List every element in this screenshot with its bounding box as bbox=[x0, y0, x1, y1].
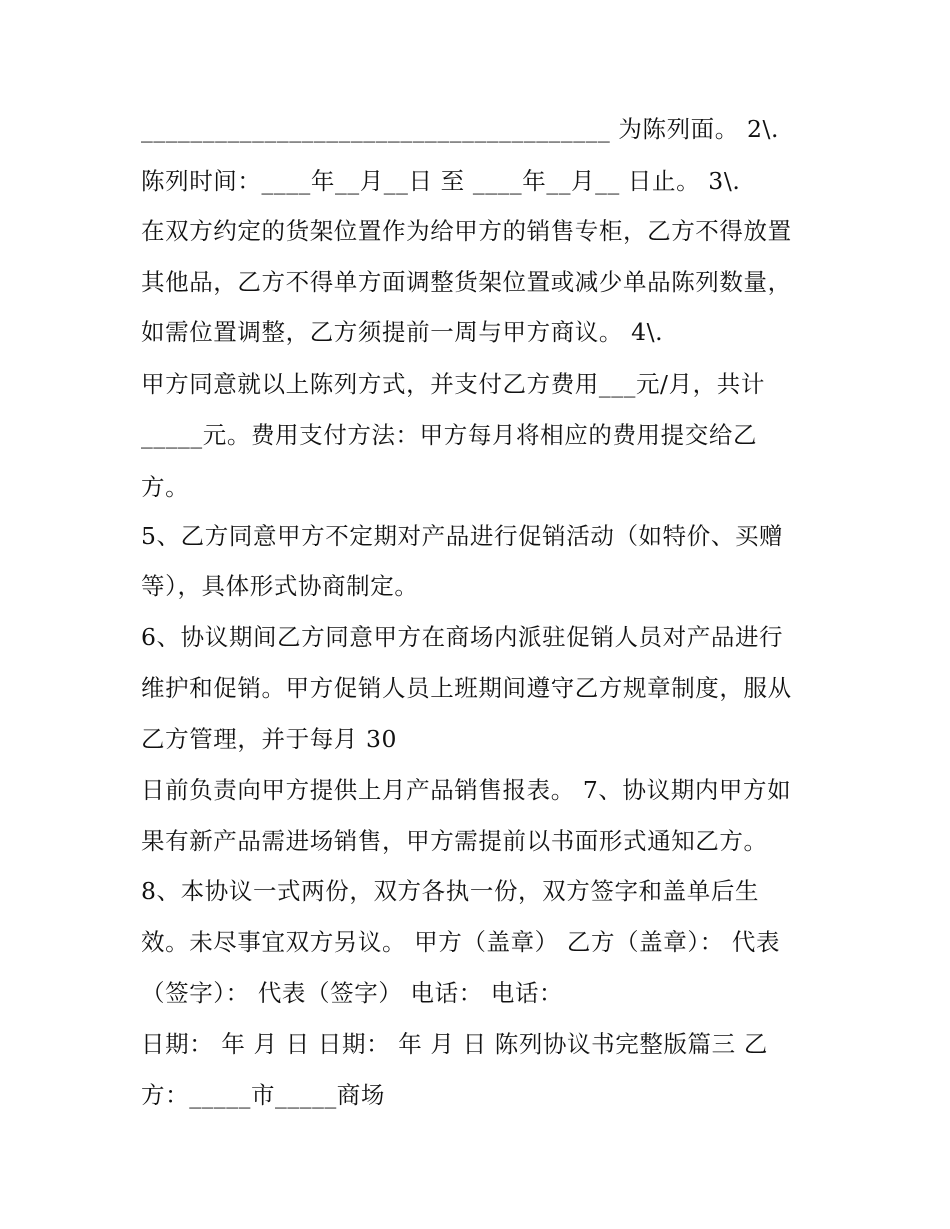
text-line: _____元。费用支付方法：甲方每月将相应的费用提交给乙 bbox=[141, 421, 758, 449]
text-line: 果有新产品需进场销售，甲方需提前以书面形式通知乙方。 bbox=[141, 827, 768, 855]
text-line: 在双方约定的货架位置作为给甲方的销售专柜，乙方不得放置 bbox=[141, 217, 792, 245]
text-line: 陈列时间：____年__月__日 至 ____年__月__ 日止。 3\. bbox=[141, 167, 741, 195]
text-line: （签字）： 代表（签字） 电话： 电话： bbox=[141, 979, 564, 1007]
text-line: 日前负责向甲方提供上月产品销售报表。 7、协议期内甲方如 bbox=[141, 776, 792, 804]
text-line: 方。 bbox=[141, 473, 190, 501]
text-line: ______________________________________ 为陈列面。 2\. bbox=[141, 115, 780, 143]
text-line: 等），具体形式协商制定。 bbox=[141, 572, 419, 600]
text-line: 日期： 年 月 日 日期： 年 月 日 陈列协议书完整版篇三 乙 bbox=[141, 1030, 768, 1058]
text-line: 效。未尽事宜双方另议。 甲方（盖章） 乙方（盖章）： 代表 bbox=[141, 928, 781, 956]
text-line: 5、乙方同意甲方不定期对产品进行促销活动（如特价、买赠 bbox=[141, 522, 784, 550]
text-line: 如需位置调整，乙方须提前一周与甲方商议。 4\. bbox=[141, 318, 664, 346]
text-line: 其他品，乙方不得单方面调整货架位置或减少单品陈列数量， bbox=[141, 268, 792, 296]
text-line: 8、本协议一式两份，双方各执一份，双方签字和盖单后生 bbox=[141, 877, 760, 905]
text-line: 乙方管理，并于每月 30 bbox=[141, 725, 398, 753]
text-line: 6、协议期间乙方同意甲方在商场内派驻促销人员对产品进行 bbox=[141, 623, 784, 651]
text-line: 甲方同意就以上陈列方式，并支付乙方费用___元/月，共计 bbox=[141, 370, 765, 398]
text-line: 维护和促销。甲方促销人员上班期间遵守乙方规章制度，服从 bbox=[141, 674, 792, 702]
text-line: 方：_____市_____商场 bbox=[141, 1081, 385, 1109]
